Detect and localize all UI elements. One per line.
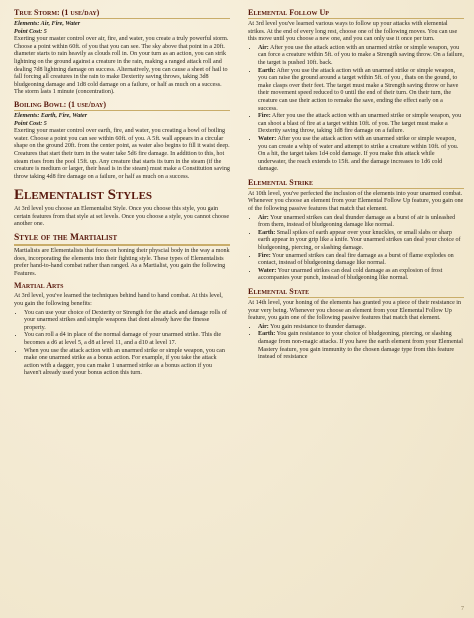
strike-intro: At 10th level, you've perfected the inclusion of the elements into your unarmed combat. Whenever you choose an element from your Elemental Follow Up feature, you gain one of the following passive features that match that element. xyxy=(248,190,464,213)
list-item: • When you use the attack action with an unarmed strike or simple weapon, you can make one unarmed strike as a bonus action. For example, if you take the attack action with a dagger, you can make 1 unarmed strike as a bonus action if you haven't already used your bonus action this turn. xyxy=(24,348,230,378)
list-item: • Fire: After you use the attack action with an unarmed strike or simple weapon, you can shoot a blast of fire at a target within 10ft. of you. The target must make a Dexterity saving throw, taking 1d8 fire damage on a failure. xyxy=(258,113,464,136)
martialist-heading: Style of the Martialist xyxy=(14,233,230,246)
bowl-title: Boiling Bowl: (1 use/day) xyxy=(14,100,230,111)
list-item: • You can roll a d4 in place of the normal damage of your unarmed strike. This die becomes a d6 at level 5, a d8 at level 11, and a d10 at level 17. xyxy=(24,332,230,347)
list-item: • Water: Your unarmed strikes can deal cold damage as an explosion of frost accompanies your punch, instead of bludgeoning like normal. xyxy=(258,268,464,283)
bowl-point-cost: Point Cost: 5 xyxy=(14,120,47,127)
list-item: • Fire: Your unarmed strikes can deal fire damage as a burst of flame explodes on contact, instead of bludgeoning damage like normal. xyxy=(258,253,464,268)
left-column xyxy=(14,8,230,379)
list-item: • Air: Your unarmed strikes can deal thunder damage as a burst of air is unleashed from them, instead of bludgeoning damage like normal. xyxy=(258,215,464,230)
martial-arts-title: Martial Arts xyxy=(14,281,64,291)
storm-description: Exerting your master control over air, fire, and water, you create a truly powerful storm. Choose a point within 60ft. of you that you can see. The sky above that point in a 20ft. diameter starts to rain heavily as clouds roll in. On your turn as an action, you can strik lightning on the ground against a creature in the rain, making a ranged attack roll and dealing 7d8 lightning damage on success. Alternatively, you can cause a sheet of hail to fall forcing all creatures in the rain to make Dexterity saving throws, taking 3d8 bludgeoning damage and 1d8 cold damage on a failure, or half as much on a success. The storm lasts 1 minute (concentration). xyxy=(14,36,229,96)
strike-title: Elemental Strike xyxy=(248,178,464,189)
bowl-description: Exerting your master control over earth, fire, and water, you creating a bowl of boiling water. Choose a point you can see within 60ft. of you. A 5ft. wall appears in a circular shape on the ground 20ft. from the center point, as water also begins to fill it waist deep. Creatures that start their turn in the water take 5d6 fire damage. In addition to this, hot steam rises from the pool 15ft. up. Any creature that starts its turn in the steam (if the creature is medium or larger, their head is in the steam) must make a Constitution saving throw taking 4d8 fire damage on a failure, or half as much on a success. xyxy=(14,128,230,180)
followup-title: Elemental Follow Up xyxy=(248,8,464,19)
storm-elements: Elements: Air, Fire, Water xyxy=(14,21,81,27)
martial-arts-list xyxy=(14,310,230,378)
storm-point-cost: Point Cost: 5 xyxy=(14,28,47,35)
storm-title: True Storm: (1 use/day) xyxy=(14,8,230,19)
styles-description: At 3rd level you choose an Elementalist Style. Once you choose this style, you gain certain features from that style at set levels. Once you choose a style, you cannot choose another one. xyxy=(14,206,230,228)
state-list xyxy=(248,324,464,362)
list-item: • You can use your choice of Dexterity or Strength for the attack and damage rolls of your unarmed strikes and simple weapons that dont already have the finesse property. xyxy=(24,310,230,333)
martial-arts-intro: At 3rd level, you've learned the techniques behind hand to hand combat. At this level, you gain the following benefits: xyxy=(14,293,223,308)
list-item: • Air: After you use the attack action with an unarmed strike or simple weapon, you can force a creature within 5ft. of you to make a Strength saving throw. On a failure, the target is pushed 10ft. back. xyxy=(258,45,464,68)
list-item: • Earth: After you use the attack action with an unarmed strike or simple weapon, you can raise the ground around a target within 5ft. of you , thats on the gound, to make clasps over their feet. The target must make a Strength saving throw or have their movement speed reduced to 0 until the end of their turn. On their turn, the creature can use their action to remake the save, ending the effect early on a success. xyxy=(258,68,464,114)
list-item: • Water: After you use the attack action with an unarmed strike or simple weapon, you can create a whip of water and attempt to strike a creature within 10ft. of you. On a hit, the target takes 1d4 cold damage. If you make this attack while underwater, the reach extends to 15ft. and the damage increases to 1d6 cold damage. xyxy=(258,136,464,174)
list-item: • Air: You gain resistance to thunder damage. xyxy=(258,324,464,332)
page-number: 7 xyxy=(461,606,464,612)
followup-list xyxy=(248,45,464,174)
strike-list xyxy=(248,215,464,283)
list-item: • Earth: You gain resistance to your choice of bludgeoning, piercing, or slashing damage from non-magic attacks. If you have the earth element from your Elemental Mastery feature, you gain immunity to the chosen damage type from this feature instead of resistance xyxy=(258,331,464,361)
followup-intro: At 3rd level you've learned various ways to follow up your attacks with elemental strikes. At the end of every long rest, choose one of the following moves. You can use this move until you choose a new one, and you can only use it once per turn. xyxy=(248,21,458,43)
state-title: Elemental State xyxy=(248,287,464,298)
list-item: • Earth: Small spikes of earth appear over your knuckles, or small slabs or sharp earth appear in your grip like a knife. Your unarmed strikes can deal your choice of bludgeoning, piercing, or slashing damage. xyxy=(258,230,464,253)
right-column xyxy=(248,8,464,363)
bowl-elements: Elements: Earth, Fire, Water xyxy=(14,112,88,119)
martialist-description: Martialists are Elementalists that focus on honing their physcial body in the way a monk does, incorporating the elements into their fighting style. These types of Elementalists prefer hand-to-hand combat rather than ranged. As a Martialist, you gain the following Features. xyxy=(14,248,230,277)
styles-heading: Elementalist Styles xyxy=(14,187,153,204)
state-intro: At 14th level, your honing of the elements has granted you a piece of their resistance in your very being. Whenever you choose an element from your Elemental Follow Up feature, you gain one of the following passive features that match that element. xyxy=(248,300,462,322)
